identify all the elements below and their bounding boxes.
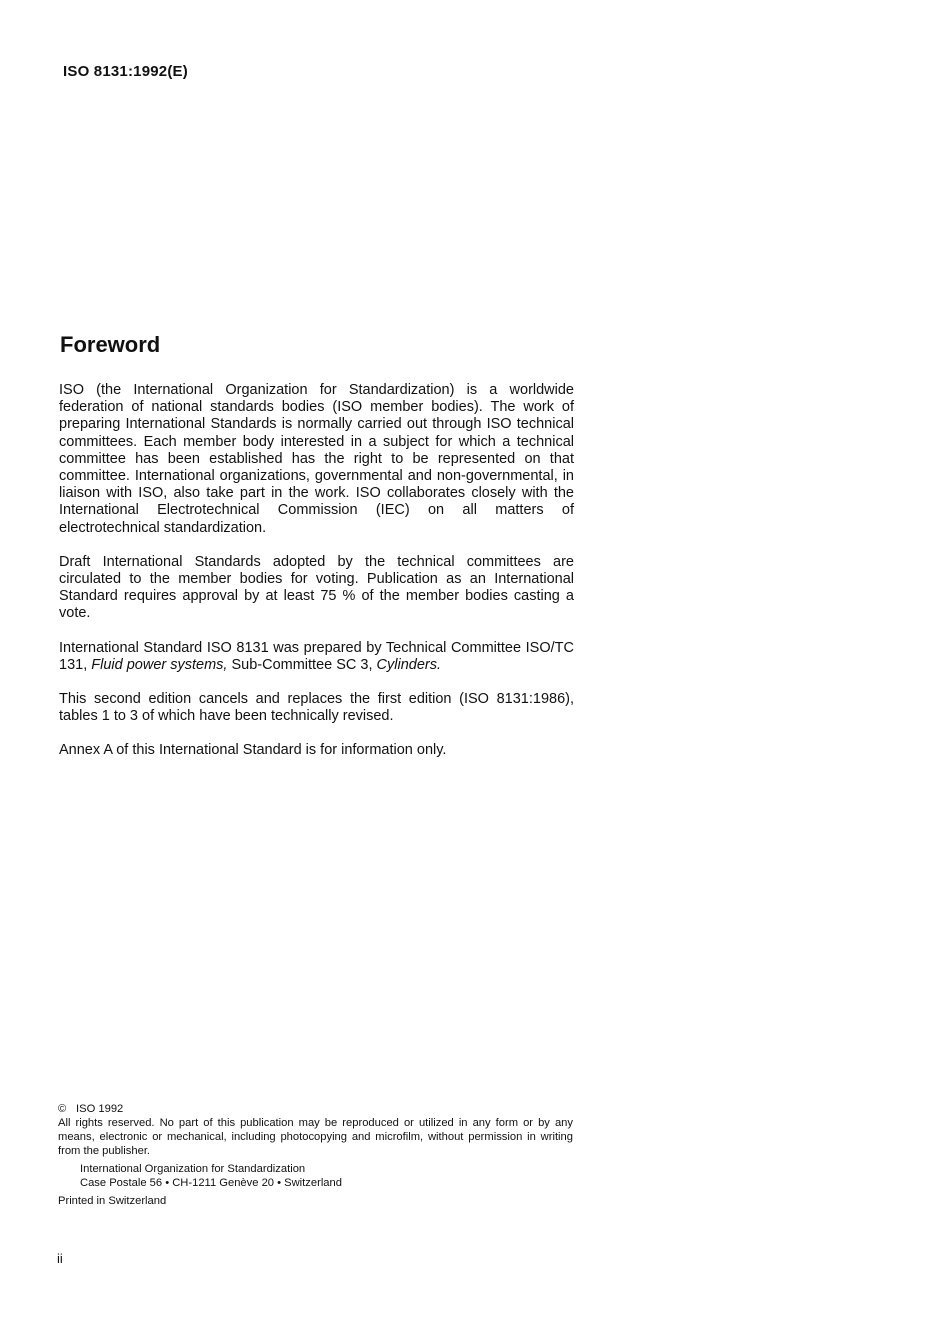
foreword-paragraph-3 xyxy=(59,640,574,674)
copyright-symbol: © xyxy=(58,1103,67,1115)
document-reference: ISO 8131:1992(E) xyxy=(63,63,188,80)
copyright-block xyxy=(58,1102,573,1208)
foreword-body xyxy=(59,382,574,777)
subcommittee-name: Cylinders. xyxy=(376,656,442,673)
foreword-paragraph-2: Draft International Standards adopted by the technical committees are circulated to the member bodies for voting. Publication as an International Standard requires approval by at least 75 % of the member bodies casting a vote. xyxy=(59,553,574,622)
rights-statement: All rights reserved. No part of this publication may be reproduced or utilized in any form or by any means, electronic or mechanical, including photocopying and microfilm, without permission in writing from the publisher. xyxy=(58,1117,573,1157)
foreword-paragraph-1: ISO (the International Organization for Standardization) is a worldwide federation of national standards bodies (ISO member bodies). The work of preparing International Standards is normally carried out through ISO technical committees. Each member body interested in a subject for which a technical committee has been established has the right to be represented on that committee. International organizations, governmental and non-governmental, in liaison with ISO, also take part in the work. ISO collaborates closely with the International Electrotechnical Commission (IEC) on all matters of electrotechnical standardization. xyxy=(59,382,574,536)
foreword-paragraph-5: Annex A of this International Standard is for information only. xyxy=(59,742,447,759)
foreword-paragraph-4: This second edition cancels and replaces the first edition (ISO 8131:1986), tables 1 to 3 of which have been technically revised. xyxy=(59,691,574,725)
page-title: Foreword xyxy=(60,332,161,357)
para3-middle: Sub-Committee SC 3, xyxy=(231,656,373,673)
copyright-owner-year: ISO 1992 xyxy=(76,1103,124,1115)
para3-prefix: International Standard ISO 8131 was prepared by Technical Committee ISO/TC 131, xyxy=(59,639,574,673)
publisher-postal-address: Case Postale 56 • CH-1211 Genève 20 • Switzerland xyxy=(80,1177,342,1189)
page-number: ii xyxy=(57,1251,63,1266)
publisher-name: International Organization for Standardization xyxy=(80,1163,306,1175)
printed-location: Printed in Switzerland xyxy=(58,1195,167,1207)
publisher-address xyxy=(80,1162,573,1190)
copyright-line xyxy=(58,1102,573,1116)
committee-name: Fluid power systems, xyxy=(91,656,228,673)
